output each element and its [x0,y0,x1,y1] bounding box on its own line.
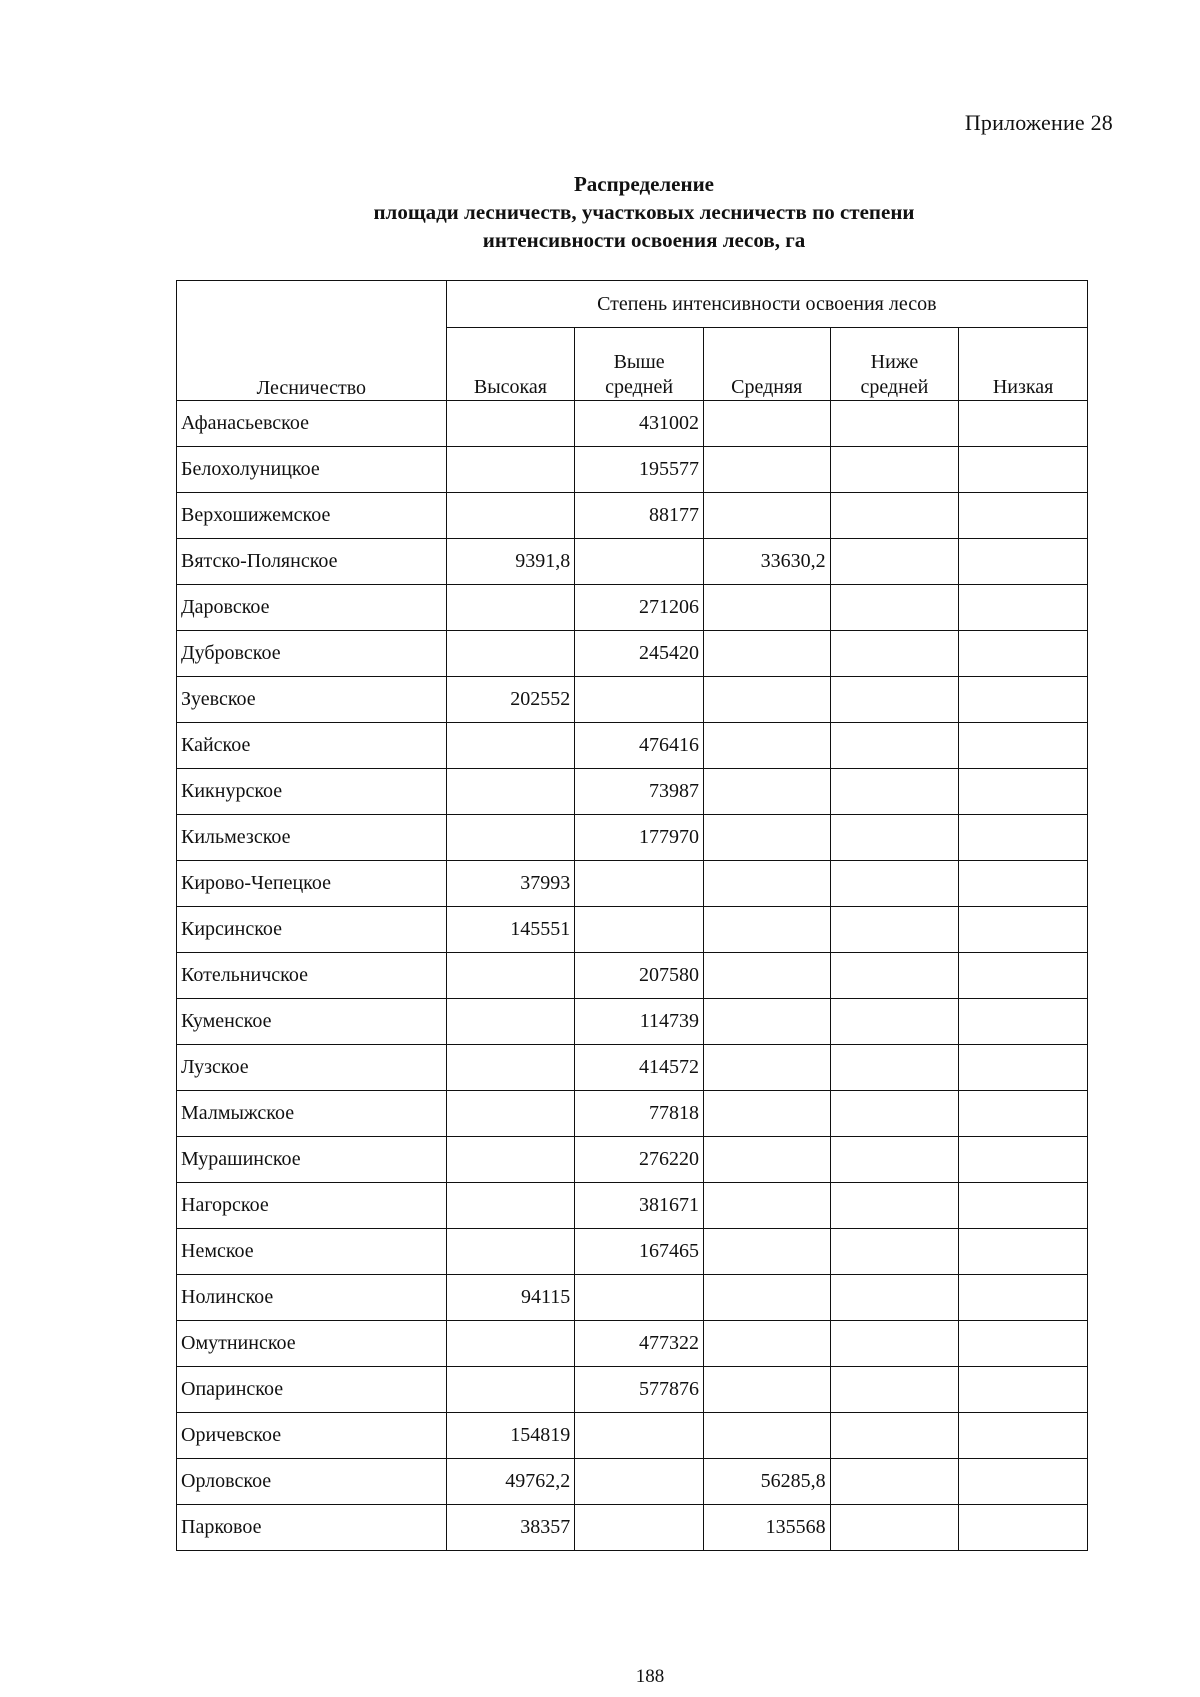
area-value-cell [446,1321,575,1367]
area-value-cell [575,1275,704,1321]
table-row [177,585,1088,631]
area-value-cell [703,677,830,723]
area-value-cell [446,1045,575,1091]
area-value-cell: 77818 [575,1091,704,1137]
area-value-cell [703,1229,830,1275]
area-value-cell [830,1367,959,1413]
area-value-cell [959,999,1088,1045]
table-row [177,1321,1088,1367]
table-row [177,1459,1088,1505]
table-row [177,1183,1088,1229]
area-value-cell [959,1229,1088,1275]
area-value-cell [830,1137,959,1183]
area-value-cell [703,1367,830,1413]
area-value-cell [959,1275,1088,1321]
forestry-name-cell: Парковое [177,1505,447,1551]
area-value-cell [446,631,575,677]
table-row [177,1505,1088,1551]
area-value-cell [446,815,575,861]
table-row [177,907,1088,953]
area-value-cell [959,1091,1088,1137]
table-row [177,1045,1088,1091]
area-value-cell [830,585,959,631]
table-row [177,815,1088,861]
area-value-cell: 245420 [575,631,704,677]
forestry-name-cell: Опаринское [177,1367,447,1413]
area-value-cell [703,1183,830,1229]
area-value-cell: 431002 [575,401,704,447]
area-value-cell [830,493,959,539]
area-value-cell: 135568 [703,1505,830,1551]
area-value-cell [703,953,830,999]
area-value-cell [575,1505,704,1551]
area-value-cell [446,953,575,999]
appendix-label: Приложение 28 [964,110,1113,135]
document-title [44,170,1200,254]
area-value-cell [703,631,830,677]
area-value-cell [830,1459,959,1505]
area-value-cell [959,861,1088,907]
area-value-cell [446,1367,575,1413]
area-value-cell [959,493,1088,539]
area-value-cell [446,585,575,631]
area-value-cell [830,677,959,723]
table-row [177,631,1088,677]
column-group-header: Степень интенсивности освоения лесов [446,281,1087,328]
area-value-cell [959,907,1088,953]
table-row [177,769,1088,815]
area-value-cell [830,1229,959,1275]
area-value-cell [446,447,575,493]
area-value-cell [959,769,1088,815]
forestry-name-cell: Кирово-Чепецкое [177,861,447,907]
area-value-cell [959,1459,1088,1505]
area-value-cell [446,1137,575,1183]
area-value-cell [830,815,959,861]
area-value-cell [830,631,959,677]
area-value-cell: 577876 [575,1367,704,1413]
forestry-name-cell: Оричевское [177,1413,447,1459]
area-value-cell [830,907,959,953]
area-value-cell [959,1367,1088,1413]
table-row [177,1229,1088,1275]
forestry-name-cell: Даровское [177,585,447,631]
area-value-cell: 167465 [575,1229,704,1275]
column-header-high: Высокая [446,328,575,401]
area-value-cell: 94115 [446,1275,575,1321]
area-value-cell: 177970 [575,815,704,861]
table-row [177,493,1088,539]
area-value-cell [830,1275,959,1321]
area-value-cell [959,677,1088,723]
area-value-cell: 33630,2 [703,539,830,585]
column-header-average: Средняя [703,328,830,401]
area-value-cell [959,815,1088,861]
area-value-cell: 114739 [575,999,704,1045]
forestry-intensity-table [176,280,1088,1551]
area-value-cell [446,999,575,1045]
forestry-name-cell: Кильмезское [177,815,447,861]
forestry-name-cell: Котельничское [177,953,447,999]
area-value-cell [703,1045,830,1091]
title-line-2: площади лесничеств, участковых лесничеств по степени [373,200,915,224]
area-value-cell [703,401,830,447]
area-value-cell [959,401,1088,447]
area-value-cell: 207580 [575,953,704,999]
forestry-name-cell: Немское [177,1229,447,1275]
column-header-below-average: Ниже средней [830,328,959,401]
area-value-cell [446,769,575,815]
area-value-cell [959,723,1088,769]
area-value-cell [959,1321,1088,1367]
area-value-cell [703,769,830,815]
forestry-name-cell: Мурашинское [177,1137,447,1183]
area-value-cell [575,677,704,723]
area-value-cell [703,1091,830,1137]
area-value-cell: 202552 [446,677,575,723]
area-value-cell [830,1321,959,1367]
table-row [177,539,1088,585]
area-value-cell [830,1413,959,1459]
forestry-name-cell: Малмыжское [177,1091,447,1137]
table-row [177,861,1088,907]
area-value-cell: 195577 [575,447,704,493]
forestry-name-cell: Вятско-Полянское [177,539,447,585]
forestry-name-cell: Орловское [177,1459,447,1505]
area-value-cell [575,861,704,907]
area-value-cell [830,1505,959,1551]
area-value-cell: 37993 [446,861,575,907]
area-value-cell [830,723,959,769]
area-value-cell [830,1091,959,1137]
forestry-name-cell: Нолинское [177,1275,447,1321]
area-value-cell [959,447,1088,493]
area-value-cell [830,953,959,999]
forestry-name-cell: Нагорское [177,1183,447,1229]
area-value-cell [703,907,830,953]
area-value-cell [575,539,704,585]
forestry-name-cell: Афанасьевское [177,401,447,447]
area-value-cell: 271206 [575,585,704,631]
area-value-cell [703,585,830,631]
column-header-forestry: Лесничество [177,281,447,401]
area-value-cell: 476416 [575,723,704,769]
area-value-cell [703,1137,830,1183]
column-header-low: Низкая [959,328,1088,401]
area-value-cell [703,1413,830,1459]
table-row [177,953,1088,999]
area-value-cell [830,769,959,815]
area-value-cell [446,1091,575,1137]
title-line-1: Распределение [573,172,715,196]
table-row [177,999,1088,1045]
area-value-cell [446,723,575,769]
area-value-cell [703,999,830,1045]
area-value-cell [703,723,830,769]
forestry-name-cell: Кайское [177,723,447,769]
area-value-cell: 73987 [575,769,704,815]
area-value-cell [446,401,575,447]
forestry-name-cell: Омутнинское [177,1321,447,1367]
forestry-name-cell: Лузское [177,1045,447,1091]
forestry-name-cell: Верхошижемское [177,493,447,539]
area-value-cell [446,1183,575,1229]
area-value-cell [575,1413,704,1459]
area-value-cell [959,585,1088,631]
area-value-cell: 154819 [446,1413,575,1459]
area-value-cell [575,1459,704,1505]
area-value-cell [703,861,830,907]
table-row [177,447,1088,493]
area-value-cell [959,953,1088,999]
area-value-cell [575,907,704,953]
table-row [177,1367,1088,1413]
area-value-cell: 38357 [446,1505,575,1551]
table-body [177,401,1088,1551]
table-row [177,1091,1088,1137]
forestry-name-cell: Дубровское [177,631,447,677]
table-row [177,1137,1088,1183]
area-value-cell [959,1137,1088,1183]
area-value-cell [703,815,830,861]
area-value-cell: 56285,8 [703,1459,830,1505]
column-header-above-average: Выше средней [575,328,704,401]
area-value-cell [703,447,830,493]
area-value-cell: 414572 [575,1045,704,1091]
forestry-name-cell: Зуевское [177,677,447,723]
area-value-cell [703,1275,830,1321]
page-number: 188 [635,1666,665,1687]
area-value-cell [703,1321,830,1367]
area-value-cell [830,539,959,585]
area-value-cell [830,861,959,907]
area-value-cell [830,999,959,1045]
table-row [177,1275,1088,1321]
area-value-cell: 381671 [575,1183,704,1229]
area-value-cell: 49762,2 [446,1459,575,1505]
area-value-cell [446,1229,575,1275]
area-value-cell [959,631,1088,677]
forestry-name-cell: Куменское [177,999,447,1045]
area-value-cell [703,493,830,539]
area-value-cell [830,1183,959,1229]
table-row [177,401,1088,447]
table-row [177,723,1088,769]
area-value-cell [959,1045,1088,1091]
area-value-cell: 276220 [575,1137,704,1183]
area-value-cell [830,447,959,493]
area-value-cell: 145551 [446,907,575,953]
area-value-cell: 9391,8 [446,539,575,585]
forestry-name-cell: Кикнурское [177,769,447,815]
area-value-cell [830,1045,959,1091]
area-value-cell [959,1505,1088,1551]
area-value-cell [959,1183,1088,1229]
area-value-cell [959,539,1088,585]
area-value-cell [830,401,959,447]
area-value-cell: 88177 [575,493,704,539]
table-row [177,1413,1088,1459]
forestry-name-cell: Белохолуницкое [177,447,447,493]
forestry-name-cell: Кирсинское [177,907,447,953]
title-line-3: интенсивности освоения лесов, га [482,228,806,252]
table-row [177,677,1088,723]
area-value-cell [446,493,575,539]
area-value-cell: 477322 [575,1321,704,1367]
area-value-cell [959,1413,1088,1459]
